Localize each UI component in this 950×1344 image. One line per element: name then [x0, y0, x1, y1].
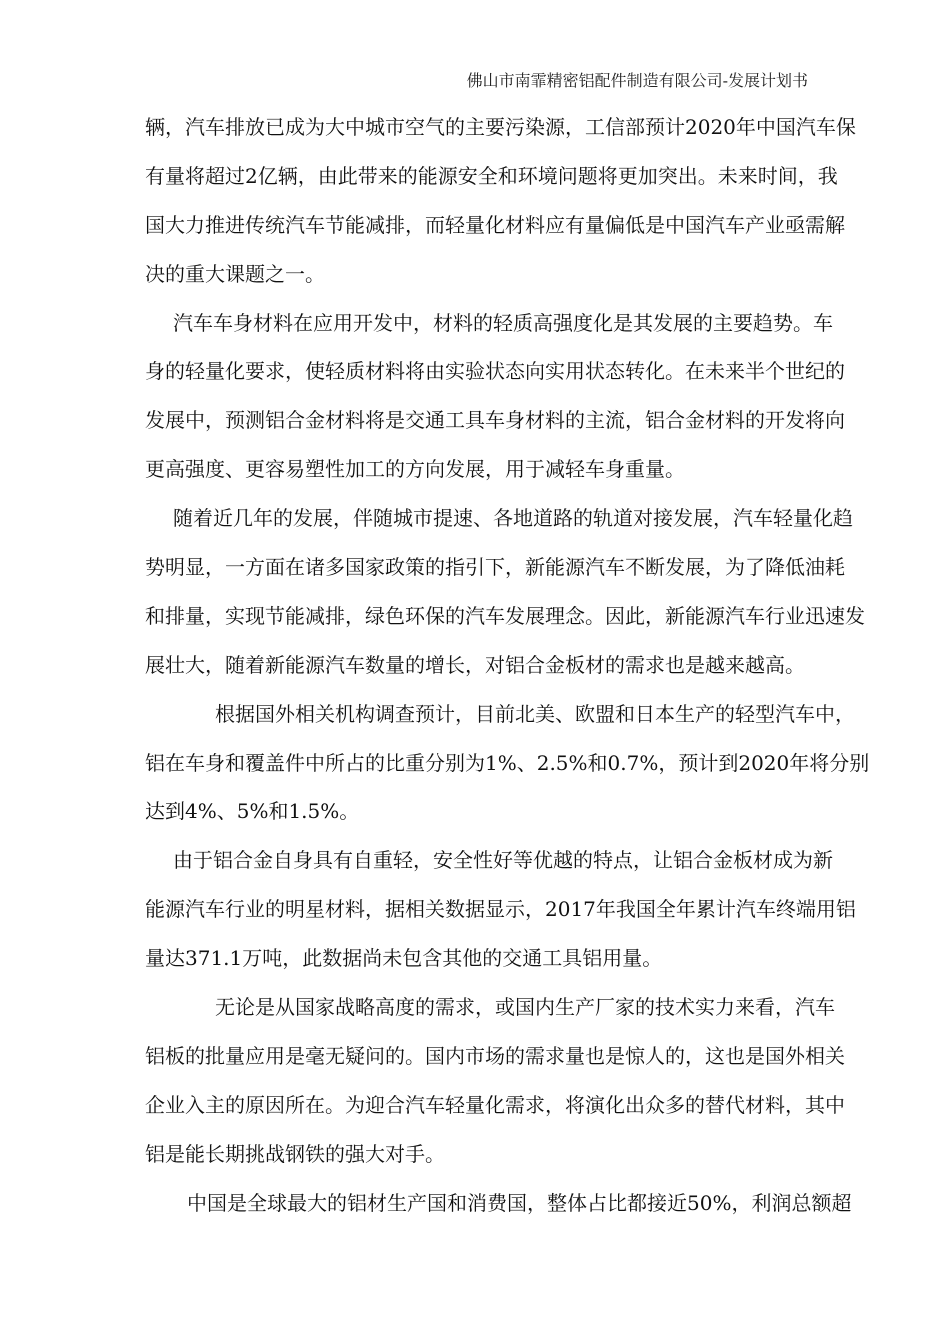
- paragraph: [145, 845, 856, 992]
- text-line: 有量将超过2亿辆，由此带来的能源安全和环境问题将更加突出。未来时间，我: [145, 163, 838, 188]
- text-line: 和排量，实现节能减排，绿色环保的汽车发展理念。因此，新能源汽车行业迅速发: [145, 603, 865, 628]
- text-line: 发展中，预测铝合金材料将是交通工具车身材料的主流，铝合金材料的开发将向: [145, 408, 845, 433]
- paragraph: [145, 112, 856, 308]
- paragraph: [145, 503, 865, 699]
- paragraph: [145, 308, 845, 504]
- page-header: 佛山市南霏精密铝配件制造有限公司-发展计划书: [466, 71, 808, 90]
- paragraph: [145, 699, 870, 846]
- paragraph: [145, 992, 845, 1188]
- text-line: 随着近几年的发展，伴随城市提速、各地道路的轨道对接发展，汽车轻量化趋: [173, 506, 853, 531]
- text-line: 由于铝合金自身具有自重轻，安全性好等优越的特点，让铝合金板材成为新: [173, 848, 833, 873]
- text-line: 铝在车身和覆盖件中所占的比重分别为1%、2.5%和0.7%，预计到2020年将分别: [145, 750, 870, 775]
- text-line: 辆，汽车排放已成为大中城市空气的主要污染源，工信部预计2020年中国汽车保: [145, 115, 856, 139]
- text-line: 能源汽车行业的明星材料，据相关数据显示，2017年我国全年累计汽车终端用铝: [145, 897, 856, 922]
- text-line: 势明显，一方面在诸多国家政策的指引下，新能源汽车不断发展，为了降低油耗: [145, 555, 845, 580]
- text-line: 展壮大，随着新能源汽车数量的增长，对铝合金板材的需求也是越来越高。: [145, 652, 805, 677]
- text-line: 无论是从国家战略高度的需求，或国内生产厂家的技术实力来看，汽车: [215, 995, 835, 1020]
- paragraph: [145, 1188, 852, 1237]
- text-line: 身的轻量化要求，使轻质材料将由实验状态向实用状态转化。在未来半个世纪的: [145, 359, 845, 384]
- text-line: 根据国外相关机构调查预计，目前北美、欧盟和日本生产的轻型汽车中，: [215, 701, 855, 726]
- text-line: 企业入主的原因所在。为迎合汽车轻量化需求，将演化出众多的替代材料，其中: [145, 1092, 845, 1117]
- text-line: 决的重大课题之一。: [145, 261, 325, 286]
- text-line: 铝是能长期挑战钢铁的强大对手。: [145, 1141, 445, 1166]
- text-line: 汽车车身材料在应用开发中，材料的轻质高强度化是其发展的主要趋势。车: [173, 310, 833, 335]
- text-line: 达到4%、5%和1.5%。: [145, 799, 360, 824]
- text-line: 中国是全球最大的铝材生产国和消费国，整体占比都接近50%，利润总额超: [187, 1190, 852, 1215]
- text-line: 铝板的批量应用是毫无疑问的。国内市场的需求量也是惊人的，这也是国外相关: [145, 1043, 845, 1068]
- document-body: [145, 112, 870, 1236]
- text-line: 国大力推进传统汽车节能减排，而轻量化材料应有量偏低是中国汽车产业亟需解: [145, 212, 845, 237]
- text-line: 量达371.1万吨，此数据尚未包含其他的交通工具铝用量。: [145, 946, 663, 971]
- text-line: 更高强度、更容易塑性加工的方向发展，用于减轻车身重量。: [145, 457, 685, 482]
